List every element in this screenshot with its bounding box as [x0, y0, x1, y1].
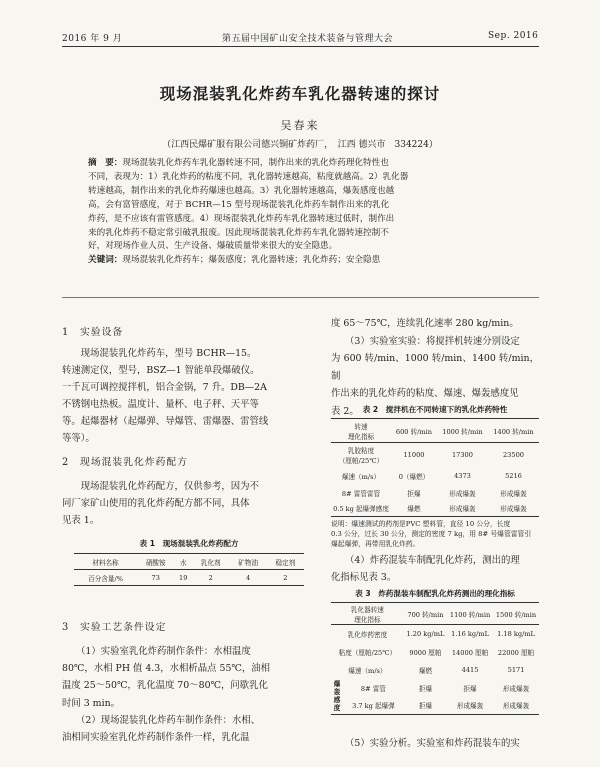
- table-1-cell: 19: [179, 573, 188, 582]
- table-3: [331, 602, 539, 715]
- table-3-cell: 形成爆轰: [456, 702, 484, 711]
- table-3-cell: 1.16 kg/mL: [451, 629, 489, 638]
- table-3-header-row: [331, 603, 539, 625]
- table-1-cell: 2: [283, 573, 288, 582]
- table-2-header-cell: 1400 转/min: [493, 427, 534, 436]
- table-1-header-cell: 材料名称: [92, 558, 119, 567]
- abstract-label: 摘 要：: [88, 158, 123, 168]
- note-line: 0.3 公分，过长 30 公分，测定的密度 7 kg，用 8# 号爆管雷管引: [331, 530, 532, 538]
- paragraph-line: 现场混装乳化炸药配方，仅供参考，因为不: [62, 481, 259, 492]
- abstract-line: 转速越高，制作出来的乳化炸药爆速也越高。3）乳化器转速越高，爆轰感度也越: [88, 185, 395, 196]
- table-1-header-row: [74, 554, 304, 570]
- header-rule: [62, 46, 539, 47]
- note-line: 说明：爆速测试的药剂是PVC 塑料管，直径 10 公分，长度: [331, 520, 511, 528]
- table-3-cell: 形成爆轰: [502, 684, 530, 693]
- table-2-caption: 表 2 搅拌机在不同转速下的乳化炸药特性: [362, 405, 508, 414]
- table-3-cell: 8# 雷管: [360, 684, 386, 693]
- paragraph-line: 转速测定仪，型号，BSZ—1 智能单段爆破仪。: [62, 365, 260, 376]
- table-2-cell: 形成爆轰: [449, 505, 476, 514]
- table-3-row: [331, 625, 539, 643]
- abstract-line: 炸药，是不应该有雷管感度。4）现场混装乳化炸药车乳化器转速过低时，制作出: [88, 213, 395, 224]
- table-1-cell: 4: [245, 573, 251, 582]
- table-2-header-cell: 转速 理化指标: [347, 422, 375, 441]
- table-3-row: [331, 679, 539, 697]
- table-2-row: [331, 485, 539, 501]
- table-2-cell: 形成爆轰: [449, 489, 476, 498]
- section-3-heading: 3 实验工艺条件设定: [62, 622, 167, 633]
- note-line: 爆起爆弹，再带用乳化炸药。: [331, 540, 420, 548]
- table-3-header-cell: 乳化器转速 理化指标: [350, 605, 384, 624]
- section-3-body: [62, 643, 316, 746]
- section-1-heading: 1 实验设备: [62, 327, 124, 338]
- table-3-row: [331, 661, 539, 679]
- table-3-cell: 拒爆: [463, 684, 477, 693]
- table-1: [74, 553, 304, 586]
- table-1-header-cell: 矿物油: [238, 558, 258, 567]
- table-2-cell: 5216: [505, 471, 522, 480]
- table-2: [331, 418, 539, 517]
- table-2-cell: 4373: [454, 471, 471, 480]
- table-2-cell: 爆燃: [407, 505, 421, 514]
- table-1-cell: 73: [151, 573, 160, 582]
- paragraph-line: （1）实验室乳化炸药制作条件：水相温度: [62, 646, 251, 657]
- table-3-row: [331, 697, 539, 715]
- right-mid-paragraph: [331, 552, 539, 586]
- table-3-header-cell: 700 转/min: [407, 610, 444, 619]
- table-2-cell: 乳胶粘度 （厘帕/25℃）: [338, 446, 384, 465]
- abstract-line: 好，对现场作业人员、生产设备、爆破质量带来很大的安全隐患。: [88, 241, 338, 252]
- table-2-row: [331, 501, 539, 517]
- paragraph-line: 为 600 转/min、1000 转/min、1400 转/min，制: [331, 353, 539, 382]
- table-1-header-cell: 水: [179, 558, 187, 567]
- section-2-heading: 2 现场混装乳化炸药配方: [62, 457, 188, 468]
- table-2-cell: 拒爆: [407, 489, 421, 498]
- abstract-line: 不同，表现为：1）乳化炸药的粘度不同，乳化器转速越高，粘度就越高。2）乳化器: [88, 171, 409, 182]
- table-3-cell: 形成爆轰: [502, 702, 530, 711]
- keywords-label: 关键词：: [88, 255, 123, 266]
- table-3-header-cell: 1500 转/min: [495, 610, 537, 619]
- paragraph-line: 80℃，水相 PH 值 4.3，水相析晶点 55℃，油相: [62, 663, 271, 675]
- paragraph-line: （3）实验室实验：将搅拌机转速分别设定: [331, 335, 520, 347]
- table-2-row: [331, 467, 539, 485]
- table-2-header-cell: 600 转/min: [395, 427, 433, 436]
- header-conference: 第五届中国矿山安全技术装备与管理大会: [222, 34, 394, 44]
- table-2-cell: 11000: [403, 450, 425, 459]
- paragraph-line: 同厂家矿山使用的乳化炸药配方都不同，具体: [62, 498, 250, 509]
- abstract-line: 来的乳化炸药不稳定常引破乳报废。因此现场混装乳化炸药车乳化器转速控制不: [88, 227, 389, 238]
- table-3-cell: 爆速（m/s）: [348, 666, 387, 675]
- table-2-cell: 形成爆轰: [500, 505, 527, 514]
- table-3-cell: 22000 厘帕: [497, 648, 535, 657]
- paragraph-line: 等等）。: [62, 433, 95, 444]
- paragraph-line: 现场混装乳化炸药车，型号 BCHR—15。: [62, 348, 257, 359]
- abstract-rule: [62, 297, 539, 298]
- table-3-cell: 9000 厘帕: [409, 648, 442, 657]
- paper-affiliation: （江西民爆矿服有限公司德兴铜矿炸药厂， 江西 德兴市 334224）: [162, 140, 438, 150]
- header-date-en: Sep. 2016: [488, 31, 539, 41]
- paragraph-line: 作出来的乳化炸药的粘度、爆速、爆轰感度见: [331, 388, 519, 400]
- table-2-header-cell: 1000 转/min: [442, 427, 483, 436]
- paragraph-line: 化指标见表 3。: [331, 572, 397, 583]
- table-2-row: [331, 443, 539, 467]
- table-3-cell: 乳化炸药密度: [347, 630, 388, 639]
- paragraph-line: 度 65～75℃，连续乳化速率 280 kg/min。: [331, 318, 519, 329]
- right-bottom-line: （5）实验分析。实验室和炸药混装车的实: [331, 738, 520, 749]
- table-3-cell: 拒爆: [418, 702, 433, 711]
- table-3-cell: 爆燃: [418, 666, 433, 675]
- section-2-body: [62, 478, 316, 529]
- paragraph-line: 时间 3 min。: [62, 697, 120, 709]
- table-3-cell: 14000 厘帕: [451, 648, 489, 657]
- table-2-cell: 0（爆燃）: [398, 472, 430, 481]
- table-1-header-cell: 乳化剂: [200, 558, 221, 567]
- table-2-cell: 8# 雷管雷管: [341, 489, 381, 498]
- paragraph-line: 温度 25～50℃，乳化温度 70～80℃，问歇乳化: [62, 680, 268, 692]
- paragraph-line: 表 2。: [331, 405, 359, 417]
- table-1-cell: 2: [208, 573, 213, 582]
- table-2-cell: 17300: [451, 450, 473, 459]
- table-3-cell: 3.7 kg 起爆弹: [352, 702, 395, 711]
- paragraph-line: 一千瓦可调控搅拌机，铝合金锅，7 升。DB—2A: [62, 382, 267, 393]
- table-1-cell: 百分含量/%: [88, 574, 123, 583]
- table-1-caption: 表 1 现场混装乳化炸药配方: [139, 539, 239, 548]
- table-3-caption: 表 3 炸药混装车制配乳化炸药测出的理化指标: [355, 589, 515, 598]
- section-1-body: [62, 345, 316, 447]
- table-3-cell: 拒爆: [418, 684, 433, 693]
- abstract-line: 高，会有富管感度，对于 BCHR—15 型号现场混装乳化炸药车制作出来的乳化: [88, 199, 390, 210]
- table-3-cell: 5171: [507, 665, 525, 674]
- table-3-row: [331, 643, 539, 661]
- header-date: 2016 年 9 月: [62, 34, 123, 44]
- abstract: [88, 157, 518, 268]
- table-1-header-cell: 稳定剂: [275, 558, 296, 567]
- table-2-cell: 0.5 kg 起爆弹感度: [333, 505, 389, 514]
- abstract-line: 现场混装乳化炸药车乳化器转速不同，制作出来的乳化炸药理化特性也: [122, 158, 389, 168]
- paragraph-line: 不锈钢电热板。温度计、量杯、电子秤、天平等: [62, 399, 259, 410]
- table-2-header-row: [331, 419, 539, 443]
- paragraph-line: 见表 1。: [62, 515, 100, 526]
- paper-author: 吴春来: [280, 119, 320, 132]
- table-2-cell: 23500: [502, 450, 524, 459]
- paragraph-line: （4）炸药混装车制配乳化炸药，测出的理: [331, 555, 520, 566]
- table-3-cell: 1.20 kg/mL: [406, 629, 445, 638]
- table-3-header-cell: 1100 转/min: [449, 610, 491, 619]
- table-2-cell: 爆速（m/s）: [341, 472, 381, 481]
- table-3-cell: 粘度（厘帕/25℃）: [338, 648, 397, 657]
- table-1-header-cell: 硝酸铵: [145, 558, 166, 567]
- keywords-text: 现场混装乳化炸药车；爆轰感度；乳化器转速；乳化炸药；安全隐患: [122, 255, 381, 266]
- table-3-cell: 1.18 kg/mL: [497, 629, 535, 638]
- table-3-cell: 4415: [461, 665, 479, 674]
- paragraph-line: 等。起爆器材（起爆弹、导爆管、雷爆器、雷管线: [62, 416, 269, 427]
- paragraph-line: 油相同实验室乳化炸药制作条件一样，乳化温: [62, 732, 250, 744]
- table-2-note: [331, 519, 539, 549]
- paper-title: 现场混装乳化炸药车乳化器转速的探讨: [159, 85, 441, 103]
- table-1-row: [74, 570, 304, 586]
- table-3-side-label: 爆 轰 感 度: [333, 680, 341, 713]
- paragraph-line: （2）现场混装乳化炸药车制作条件：水相、: [62, 714, 261, 726]
- table-2-cell: 形成爆轰: [500, 489, 527, 498]
